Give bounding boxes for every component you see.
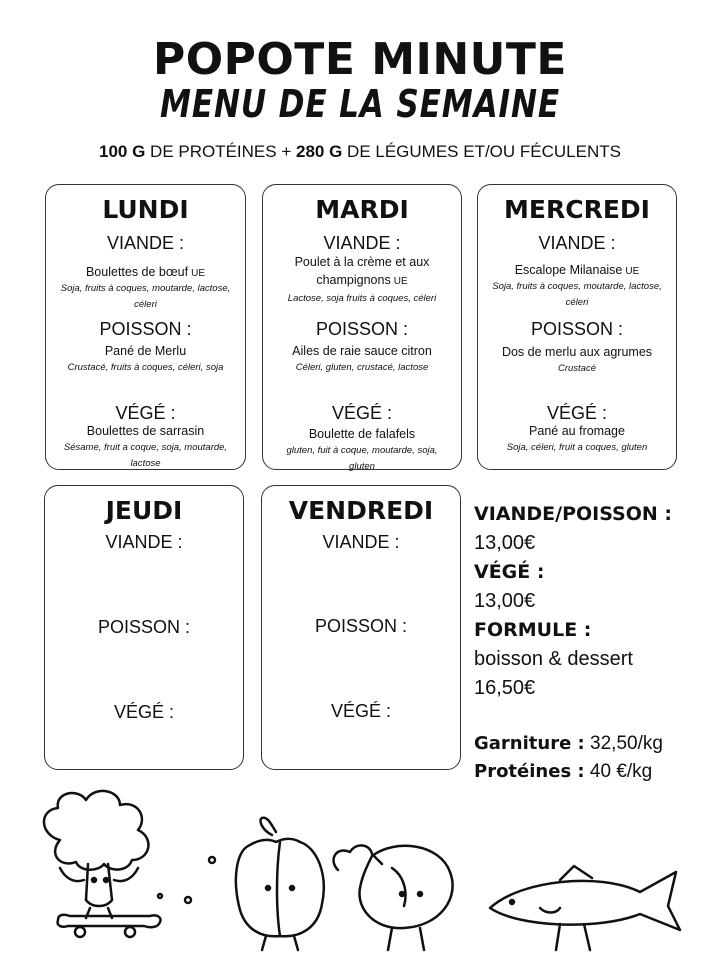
viande-poisson-price-label: VIANDE/POISSON : xyxy=(474,503,672,525)
restaurant-name: POPOTE MINUTE xyxy=(153,34,567,85)
menu-subtitle: MENU DE LA SEMAINE xyxy=(160,82,560,126)
vege-dish: Boulettes de sarrasin xyxy=(86,424,205,438)
day-name: MARDI xyxy=(315,195,409,224)
poisson-label: POISSON : xyxy=(530,319,624,339)
price-list xyxy=(474,500,714,703)
poisson-allergens: Crustacé xyxy=(557,363,596,374)
food-mascots-illustration xyxy=(0,780,720,955)
vege-allergens: Sésame, fruit a coque, soja, moutarde, lactose xyxy=(63,442,228,469)
day-name: JEUDI xyxy=(105,496,183,525)
poisson-dish: Dos de merlu aux agrumes xyxy=(501,345,653,359)
portion-tagline xyxy=(0,142,720,162)
vege-label: VÉGÉ : xyxy=(546,403,608,423)
vege-label: VÉGÉ : xyxy=(115,403,176,423)
formule-price: 16,50€ xyxy=(474,677,536,699)
pepper-icon xyxy=(236,818,324,950)
viande-allergens: Soja, fruits à coques, moutarde, lactose, céleri xyxy=(60,283,231,310)
viande-label: VIANDE : xyxy=(105,532,183,552)
ue-badge: UE xyxy=(625,266,640,277)
vege-price-label: VÉGÉ : xyxy=(474,561,545,583)
poisson-allergens: Céleri, gluten, crustacé, lactose xyxy=(295,362,429,373)
day-card-vendredi xyxy=(261,485,461,770)
poisson-allergens: Crustacé, fruits à coques, céleri, soja xyxy=(67,362,224,373)
vege-label: VÉGÉ : xyxy=(330,701,392,721)
day-card-jeudi xyxy=(44,485,244,770)
ue-badge: UE xyxy=(393,276,408,287)
poisson-label: POISSON : xyxy=(314,616,408,636)
proteines-rate: Protéines : 40 €/kg xyxy=(474,761,653,782)
poisson-dish: Pané de Merlu xyxy=(104,344,187,358)
tagline-mid: DE PROTÉINES + xyxy=(145,142,296,161)
tagline-end: DE LÉGUMES ET/OU FÉCULENTS xyxy=(342,142,621,161)
fish-icon xyxy=(490,866,680,950)
vege-label: VÉGÉ : xyxy=(331,403,393,423)
vege-allergens: gluten, fuit à coque, moutarde, soja, gluten xyxy=(286,445,438,472)
viande-label: VIANDE : xyxy=(322,532,400,552)
tagline-protein-qty: 100 G xyxy=(99,142,146,161)
viande-allergens: Soja, fruits à coques, moutarde, lactose, céleri xyxy=(492,281,662,308)
viande-poisson-price: 13,00€ xyxy=(474,532,536,554)
broccoli-skateboard-icon xyxy=(44,791,215,937)
ue-badge: UE xyxy=(191,268,206,279)
poisson-dish: Ailes de raie sauce citron xyxy=(292,344,432,358)
vege-allergens: Soja, céleri, fruit a coques, gluten xyxy=(506,442,648,453)
viande-dish: Poulet à la crème et aux champignons UE xyxy=(294,255,430,287)
vege-dish: Pané au fromage xyxy=(529,424,625,438)
garniture-rate: Garniture : 32,50/kg xyxy=(474,733,663,754)
tagline-veg-qty: 280 G xyxy=(296,142,343,161)
day-card-mercredi xyxy=(477,184,677,470)
vege-price: 13,00€ xyxy=(474,590,536,612)
vege-label: VÉGÉ : xyxy=(113,702,175,722)
formule-description: boisson & dessert xyxy=(474,648,633,670)
day-name: LUNDI xyxy=(102,195,189,224)
viande-dish: Boulettes de bœuf UE xyxy=(85,265,206,279)
formule-label: FORMULE : xyxy=(474,619,592,641)
viande-allergens: Lactose, soja fruits à coques, céleri xyxy=(287,293,437,304)
day-name: VENDREDI xyxy=(288,496,434,525)
day-card-mardi xyxy=(262,184,462,470)
vege-dish: Boulette de falafels xyxy=(308,427,416,441)
poisson-label: POISSON : xyxy=(99,319,192,339)
chicken-icon xyxy=(334,845,453,950)
viande-label: VIANDE : xyxy=(323,233,401,253)
per-kg-rates xyxy=(474,730,714,786)
day-name: MERCREDI xyxy=(504,195,650,224)
viande-label: VIANDE : xyxy=(106,233,185,253)
viande-dish: Escalope Milanaise UE xyxy=(514,263,640,277)
poisson-label: POISSON : xyxy=(97,617,191,637)
poisson-label: POISSON : xyxy=(315,319,409,339)
day-card-lundi xyxy=(45,184,246,470)
viande-label: VIANDE : xyxy=(538,233,616,253)
